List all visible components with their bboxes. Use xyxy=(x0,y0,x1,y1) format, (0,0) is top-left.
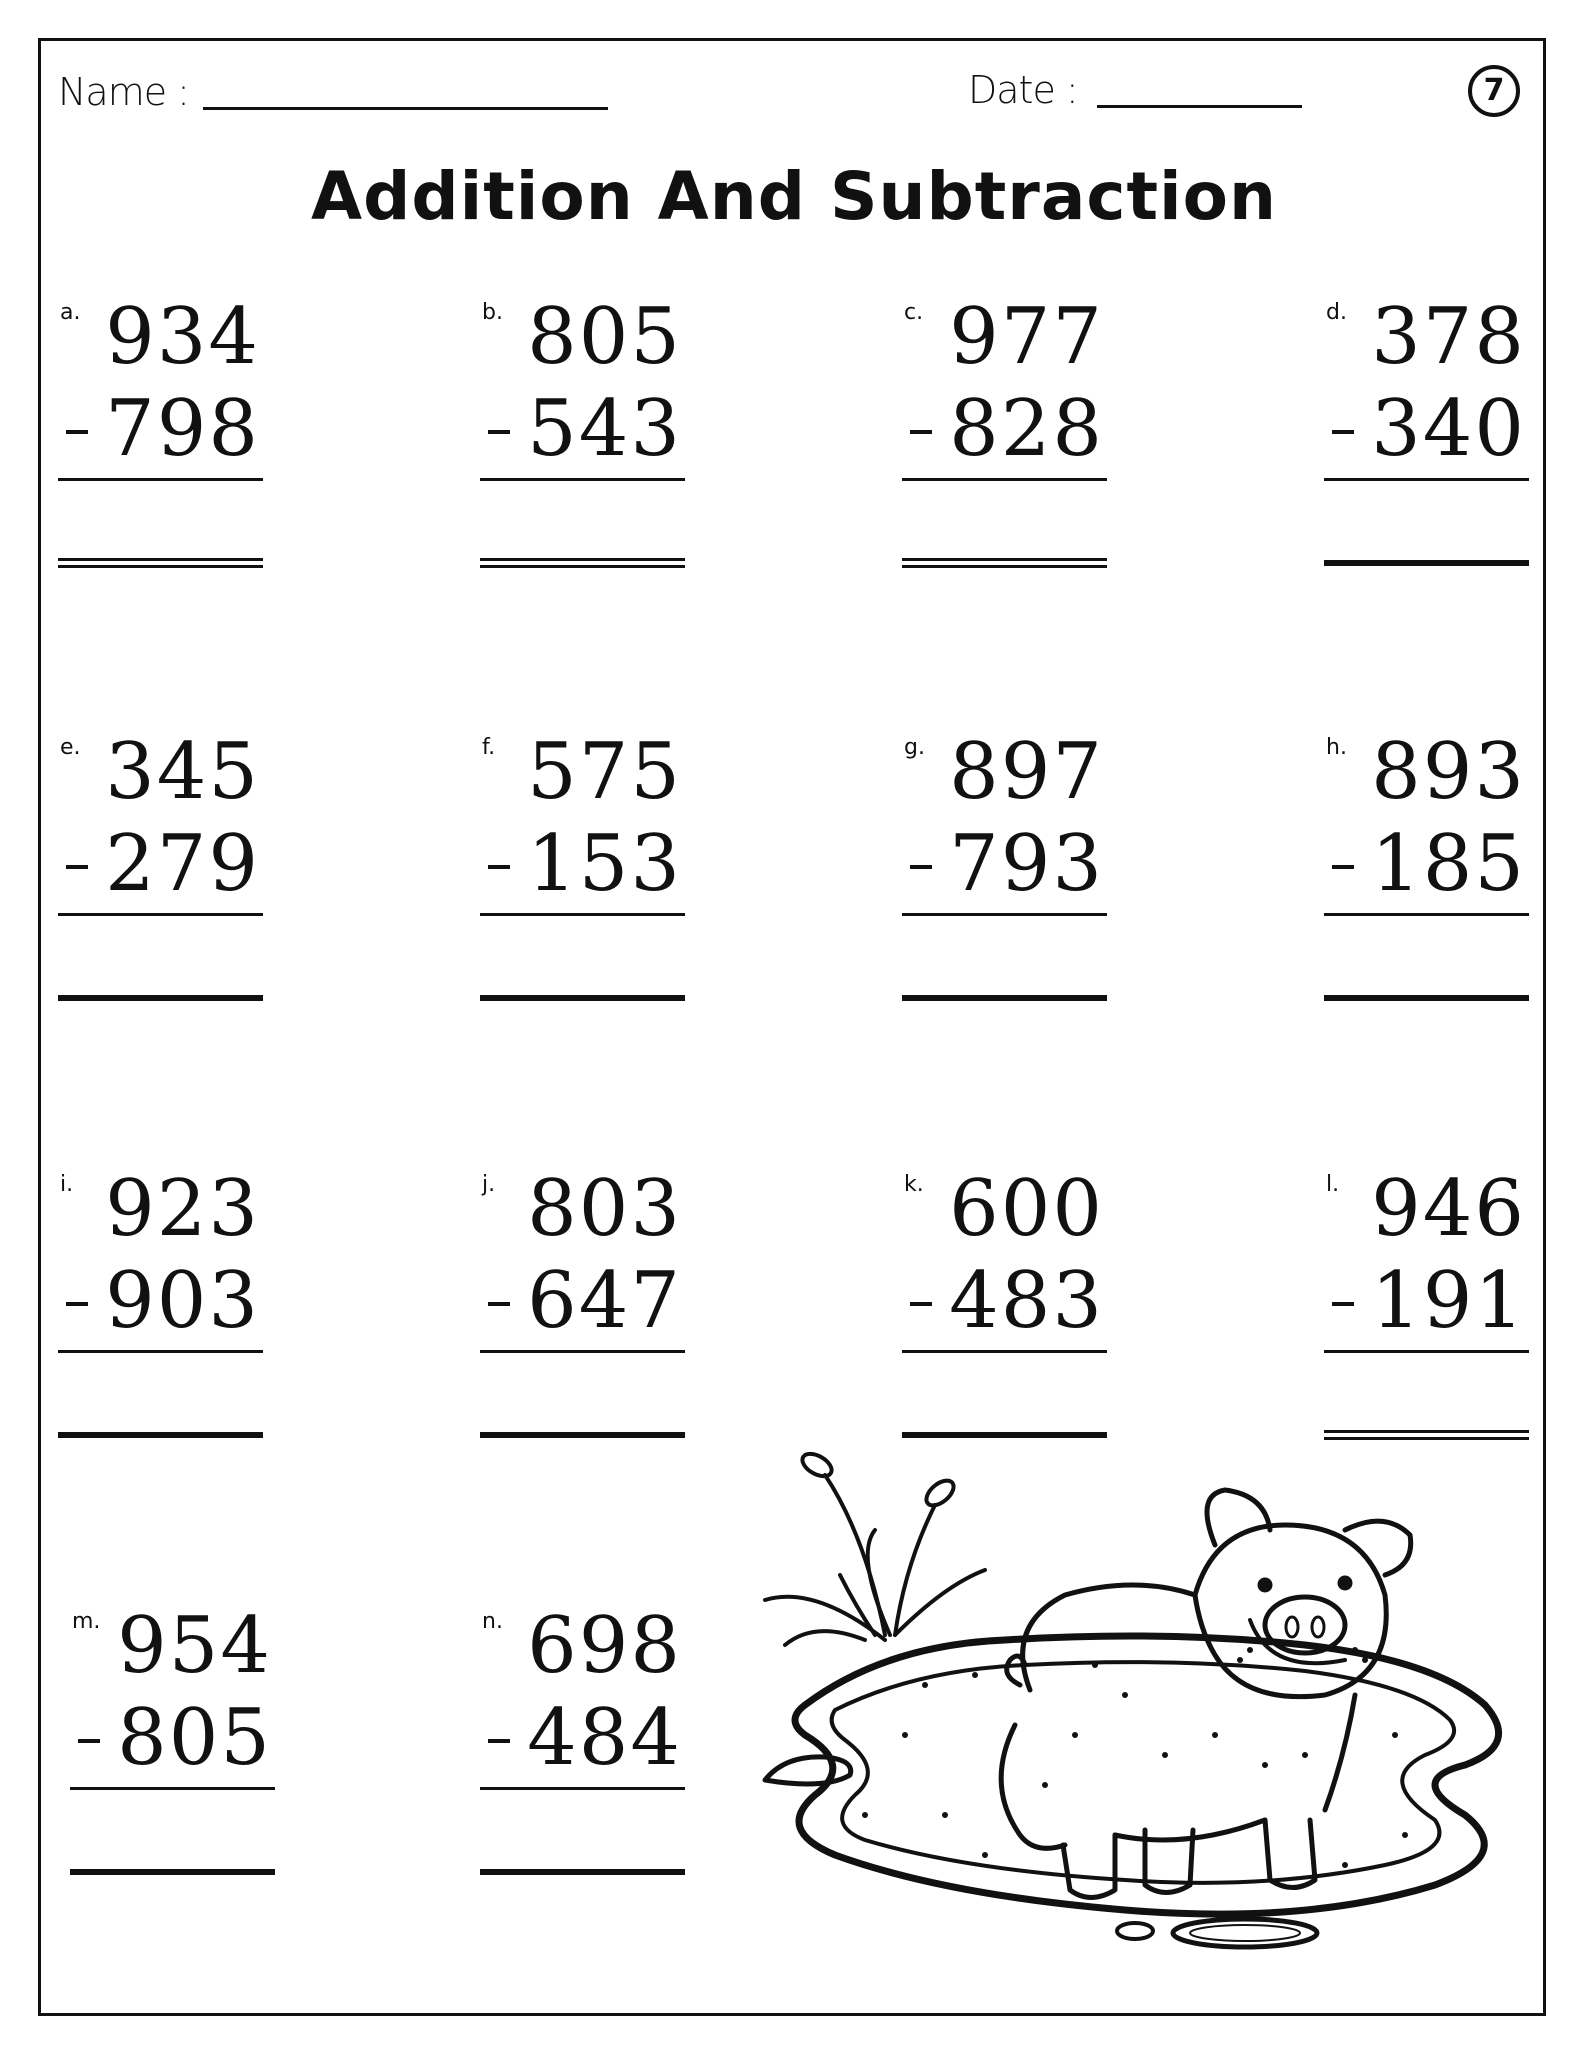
minuend: 934 xyxy=(105,292,260,382)
problem-letter: c. xyxy=(904,300,924,325)
name-input-line[interactable] xyxy=(203,107,608,110)
minus-sign xyxy=(488,430,510,434)
operation-line xyxy=(480,913,685,916)
operation-line xyxy=(480,1350,685,1353)
minuend: 923 xyxy=(105,1164,260,1254)
minuend: 946 xyxy=(1371,1164,1526,1254)
subtrahend: 185 xyxy=(1371,819,1526,909)
problem-letter: l. xyxy=(1326,1172,1340,1197)
subtrahend: 903 xyxy=(105,1256,260,1346)
minus-sign xyxy=(488,1739,510,1743)
minuend: 977 xyxy=(949,292,1104,382)
problem-i xyxy=(58,1164,268,1470)
problem-j xyxy=(480,1164,690,1470)
operation-line xyxy=(902,478,1107,481)
problem-k xyxy=(902,1164,1112,1470)
minuend: 575 xyxy=(527,727,682,817)
operation-line xyxy=(58,913,263,916)
pig-icon xyxy=(1001,1490,1411,1898)
answer-line[interactable] xyxy=(58,995,263,1001)
problem-letter: k. xyxy=(904,1172,924,1197)
minus-sign xyxy=(910,430,932,434)
minus-sign xyxy=(1332,1302,1354,1306)
minus-sign xyxy=(488,1302,510,1306)
problem-letter: a. xyxy=(60,300,81,325)
answer-line[interactable] xyxy=(480,995,685,1001)
operation-line xyxy=(480,1787,685,1790)
answer-line[interactable] xyxy=(902,558,1107,568)
operation-line xyxy=(902,913,1107,916)
pig-in-mud-illustration xyxy=(745,1435,1525,1965)
problem-letter: n. xyxy=(482,1609,503,1634)
minus-sign xyxy=(78,1739,100,1743)
minus-sign xyxy=(910,1302,932,1306)
operation-line xyxy=(1324,478,1529,481)
subtrahend: 647 xyxy=(527,1256,682,1346)
subtrahend: 793 xyxy=(949,819,1104,909)
answer-line[interactable] xyxy=(58,1432,263,1438)
operation-line xyxy=(1324,913,1529,916)
minuend: 803 xyxy=(527,1164,682,1254)
subtrahend: 484 xyxy=(527,1693,682,1783)
operation-line xyxy=(58,1350,263,1353)
name-label: Name : xyxy=(58,70,189,114)
date-label: Date : xyxy=(968,68,1078,112)
problem-letter: d. xyxy=(1326,300,1347,325)
operation-line xyxy=(1324,1350,1529,1353)
subtrahend: 279 xyxy=(105,819,260,909)
minuend: 897 xyxy=(949,727,1104,817)
problem-letter: m. xyxy=(72,1609,101,1634)
subtrahend: 828 xyxy=(949,384,1104,474)
operation-line xyxy=(70,1787,275,1790)
problem-m xyxy=(70,1601,280,1907)
page-title: Addition And Subtraction xyxy=(311,158,1277,235)
problem-g xyxy=(902,727,1112,1033)
page-number-badge: 7 xyxy=(1468,65,1520,117)
problem-letter: i. xyxy=(60,1172,74,1197)
reeds-icon xyxy=(765,1449,985,1645)
problem-e xyxy=(58,727,268,1033)
problem-letter: b. xyxy=(482,300,503,325)
minuend: 954 xyxy=(117,1601,272,1691)
subtrahend: 153 xyxy=(527,819,682,909)
date-input-line[interactable] xyxy=(1097,105,1302,108)
problem-letter: h. xyxy=(1326,735,1347,760)
operation-line xyxy=(902,1350,1107,1353)
minuend: 893 xyxy=(1371,727,1526,817)
subtrahend: 805 xyxy=(117,1693,272,1783)
subtrahend: 340 xyxy=(1371,384,1526,474)
problem-h xyxy=(1324,727,1534,1033)
problem-letter: f. xyxy=(482,735,496,760)
problem-a xyxy=(58,292,268,598)
problem-f xyxy=(480,727,690,1033)
answer-line[interactable] xyxy=(480,558,685,568)
operation-line xyxy=(58,478,263,481)
subtrahend: 191 xyxy=(1371,1256,1526,1346)
problem-letter: e. xyxy=(60,735,81,760)
subtrahend: 798 xyxy=(105,384,260,474)
minuend: 698 xyxy=(527,1601,682,1691)
answer-line[interactable] xyxy=(70,1869,275,1875)
problem-letter: j. xyxy=(482,1172,496,1197)
subtrahend: 543 xyxy=(527,384,682,474)
minus-sign xyxy=(1332,430,1354,434)
minuend: 378 xyxy=(1371,292,1526,382)
problem-l xyxy=(1324,1164,1534,1470)
problem-letter: g. xyxy=(904,735,925,760)
minuend: 345 xyxy=(105,727,260,817)
answer-line[interactable] xyxy=(1324,995,1529,1001)
minus-sign xyxy=(66,1302,88,1306)
minuend: 600 xyxy=(949,1164,1104,1254)
minuend: 805 xyxy=(527,292,682,382)
problem-c xyxy=(902,292,1112,598)
minus-sign xyxy=(910,865,932,869)
answer-line[interactable] xyxy=(902,995,1107,1001)
subtrahend: 483 xyxy=(949,1256,1104,1346)
problem-b xyxy=(480,292,690,598)
answer-line[interactable] xyxy=(1324,560,1529,566)
answer-line[interactable] xyxy=(58,558,263,568)
minus-sign xyxy=(488,865,510,869)
operation-line xyxy=(480,478,685,481)
answer-line[interactable] xyxy=(480,1869,685,1875)
problem-d xyxy=(1324,292,1534,598)
problem-n xyxy=(480,1601,690,1907)
minus-sign xyxy=(66,865,88,869)
minus-sign xyxy=(1332,865,1354,869)
minus-sign xyxy=(66,430,88,434)
answer-line[interactable] xyxy=(480,1432,685,1438)
